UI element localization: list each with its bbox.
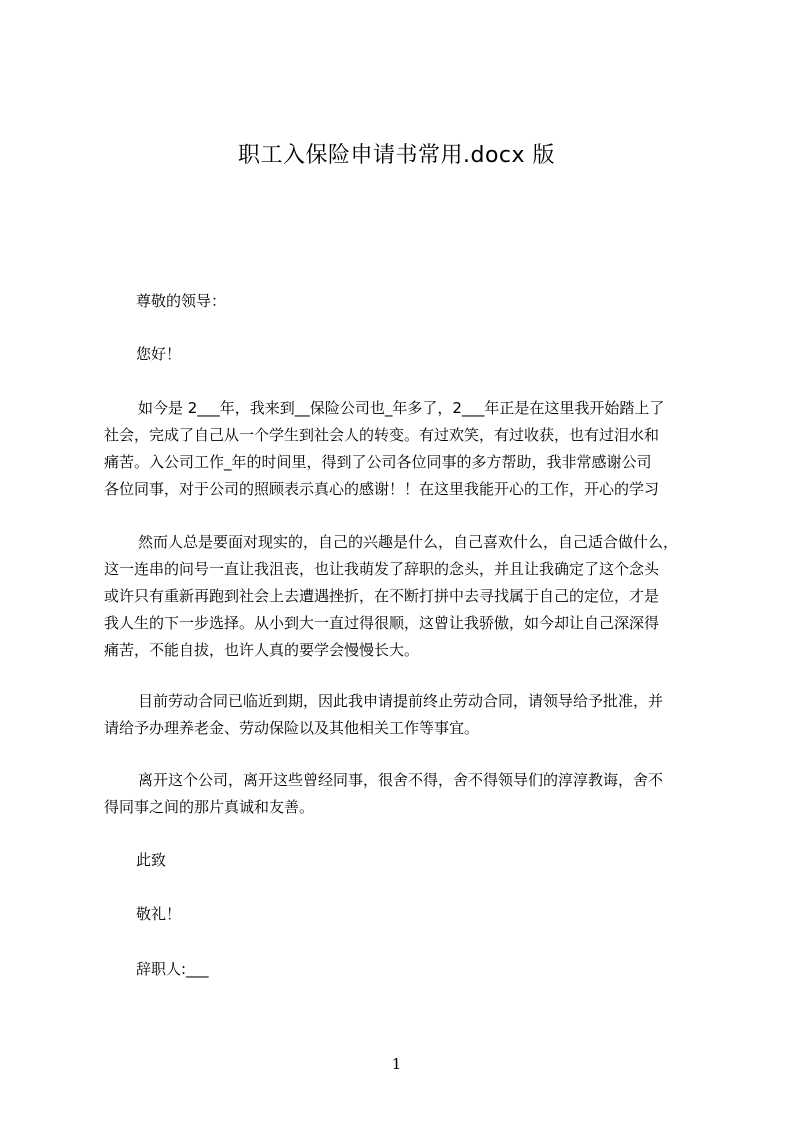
paragraph-line: 目前劳动合同已临近到期，因此我申请提前终止劳动合同，请领导给予批准，并 — [138, 692, 664, 710]
paragraph-line: 然而人总是要面对现实的，自己的兴趣是什么，自己喜欢什么，自己适合做什么， — [138, 533, 679, 551]
paragraph-line: 我人生的下一步选择。从小到大一直过得很顺，这曾让我骄傲，如今却让自己深深得 — [104, 614, 660, 632]
paragraph-line: 得同事之间的那片真诚和友善。 — [104, 798, 315, 816]
greeting: 您好！ — [136, 345, 182, 363]
signature-line: 辞职人:___ — [136, 960, 209, 978]
page-number: 1 — [391, 1055, 402, 1073]
document-title: 职工入保险申请书常用.docx 版 — [237, 143, 556, 168]
paragraph-3 — [104, 688, 704, 742]
paragraph-1 — [104, 395, 704, 503]
paragraph-line: 痛苦，不能自拔，也许人真的要学会慢慢长大。 — [104, 641, 420, 659]
paragraph-line: 离开这个公司，离开这些曾经同事，很舍不得，舍不得领导们的淳淳教诲，舍不 — [138, 771, 664, 789]
paragraph-line: 这一连串的问号一直让我沮丧，也让我萌发了辞职的念头，并且让我确定了这个念头 — [104, 560, 660, 578]
paragraph-line: 如今是 2___年，我来到__保险公司也_年多了，2___年正是在这里我开始踏上了 — [138, 399, 665, 417]
closing-this: 此致 — [136, 851, 167, 869]
paragraph-line: 各位同事，对于公司的照顾表示真心的感谢！！在这里我能开心的工作，开心的学习 — [104, 480, 660, 498]
paragraph-line: 痛苦。入公司工作_年的时间里，得到了公司各位同事的多方帮助，我非常感谢公司 — [104, 453, 652, 471]
paragraph-2 — [104, 529, 704, 664]
salutation: 尊敬的领导： — [136, 292, 227, 310]
paragraph-line: 或许只有重新再跑到社会上去遭遇挫折，在不断打拼中去寻找属于自己的定位，才是 — [104, 587, 660, 605]
paragraph-line: 请给予办理养老金、劳动保险以及其他相关工作等事宜。 — [104, 719, 480, 737]
paragraph-line: 社会，完成了自己从一个学生到社会人的转变。有过欢笑，有过收获，也有过泪水和 — [104, 426, 660, 444]
closing-regards: 敬礼！ — [136, 905, 182, 923]
paragraph-4 — [104, 767, 704, 821]
